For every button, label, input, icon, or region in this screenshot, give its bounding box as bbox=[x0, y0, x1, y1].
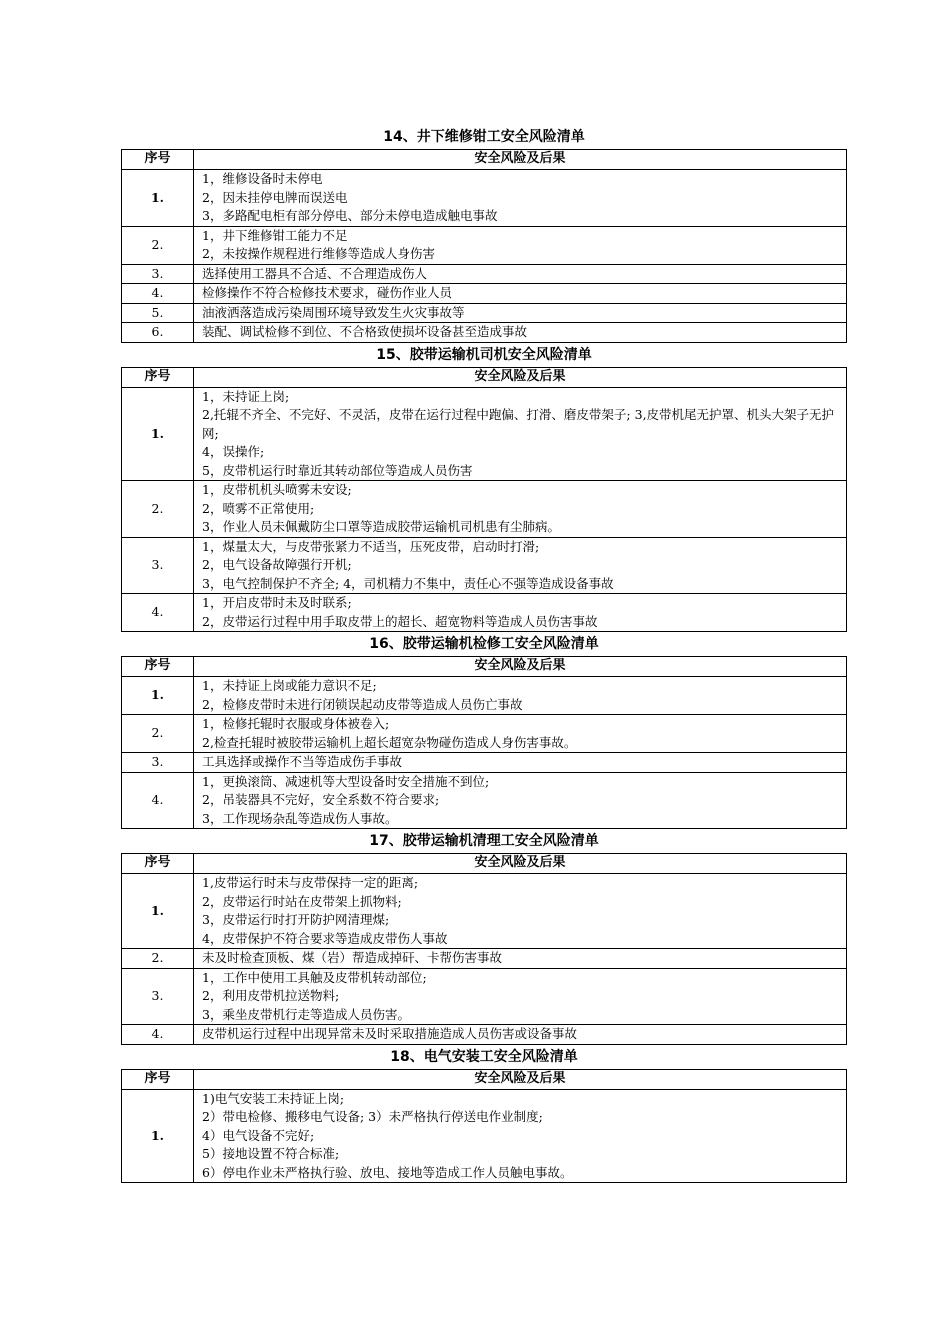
section-title: 18、电气安装工安全风险清单 bbox=[390, 1048, 578, 1065]
row-number: 1. bbox=[122, 677, 194, 715]
risk-line: 2，未按操作规程进行维修等造成人身伤害 bbox=[202, 246, 435, 261]
risk-line: 5）接地设置不符合标准; bbox=[202, 1146, 340, 1161]
risk-description bbox=[194, 949, 847, 969]
risk-line: 皮带机运行过程中出现异常未及时采取措施造成人员伤害或设备事故 bbox=[202, 1026, 578, 1041]
risk-line: 装配、调试检修不到位、不合格致使损坏设备甚至造成事故 bbox=[202, 324, 528, 339]
risk-line: 1，未持证上岗或能力意识不足; bbox=[202, 678, 377, 693]
row-number: 6. bbox=[122, 323, 194, 343]
table-header-row bbox=[122, 1069, 847, 1089]
header-serial-number: 序号 bbox=[122, 657, 194, 677]
table-row bbox=[122, 715, 847, 753]
header-risk-consequence: 安全风险及后果 bbox=[194, 150, 847, 170]
header-serial-number: 序号 bbox=[122, 150, 194, 170]
risk-line: 2，电气设备故障强行开机; bbox=[202, 557, 352, 572]
header-serial-number: 序号 bbox=[122, 1069, 194, 1089]
risk-line: 2）带电检修、搬移电气设备; 3）未严格执行停送电作业制度; bbox=[202, 1109, 543, 1124]
risk-line: 未及时检查顶板、煤（岩）帮造成掉矸、卡帮伤害事故 bbox=[202, 950, 503, 965]
header-serial-number: 序号 bbox=[122, 854, 194, 874]
risk-line: 2,检查托辊时被胶带运输机上超长超宽杂物碰伤造成人身伤害事故。 bbox=[202, 734, 577, 750]
section-title: 16、胶带运输机检修工安全风险清单 bbox=[369, 636, 599, 652]
risk-description bbox=[194, 387, 847, 481]
risk-table bbox=[121, 656, 847, 829]
table-row bbox=[122, 481, 847, 538]
header-serial-number: 序号 bbox=[122, 367, 194, 387]
risk-line: 2，吊装器具不完好，安全系数不符合要求; bbox=[202, 792, 440, 807]
risk-description bbox=[194, 264, 847, 284]
row-number: 4. bbox=[122, 594, 194, 632]
section-title: 17、胶带运输机清理工安全风险清单 bbox=[369, 833, 599, 849]
risk-line: 3，作业人员未佩戴防尘口罩等造成胶带运输机司机患有尘肺病。 bbox=[202, 519, 560, 534]
risk-description bbox=[194, 1089, 847, 1183]
row-number: 1. bbox=[122, 170, 194, 227]
risk-line: 5，皮带机运行时靠近其转动部位等造成人员伤害 bbox=[202, 462, 473, 478]
risk-table bbox=[121, 367, 847, 633]
risk-line: 2，喷雾不正常使用; bbox=[202, 500, 315, 516]
risk-description bbox=[194, 323, 847, 343]
table-row bbox=[122, 594, 847, 632]
table-row bbox=[122, 949, 847, 969]
risk-line: 1,皮带运行时未与皮带保持一定的距离; bbox=[202, 875, 419, 890]
risk-description bbox=[194, 537, 847, 594]
row-number: 2. bbox=[122, 949, 194, 969]
risk-line: 1)电气安装工未持证上岗; bbox=[202, 1090, 345, 1106]
table-row bbox=[122, 284, 847, 304]
row-number: 4. bbox=[122, 1025, 194, 1045]
row-number: 2. bbox=[122, 715, 194, 753]
risk-description bbox=[194, 481, 847, 538]
risk-description bbox=[194, 874, 847, 949]
table-row bbox=[122, 226, 847, 264]
risk-description bbox=[194, 303, 847, 323]
risk-description bbox=[194, 968, 847, 1025]
table-header-row bbox=[122, 854, 847, 874]
risk-description bbox=[194, 226, 847, 264]
risk-description bbox=[194, 753, 847, 773]
header-risk-consequence: 安全风险及后果 bbox=[194, 367, 847, 387]
table-row bbox=[122, 677, 847, 715]
table-row bbox=[122, 968, 847, 1025]
risk-table bbox=[121, 853, 847, 1045]
row-number: 1. bbox=[122, 874, 194, 949]
section-title: 15、胶带运输机司机安全风险清单 bbox=[376, 346, 592, 363]
document-page bbox=[121, 127, 847, 1183]
risk-line: 4，误操作; bbox=[202, 444, 265, 459]
row-number: 5. bbox=[122, 303, 194, 323]
risk-line: 3，工作现场杂乱等造成伤人事故。 bbox=[202, 810, 398, 826]
header-risk-consequence: 安全风险及后果 bbox=[194, 657, 847, 677]
table-row bbox=[122, 170, 847, 227]
risk-line: 2，皮带运行时站在皮带架上抓物料; bbox=[202, 893, 402, 909]
risk-line: 1，煤量太大，与皮带张紧力不适当，压死皮带，启动时打滑; bbox=[202, 538, 540, 554]
section-title: 14、井下维修钳工安全风险清单 bbox=[383, 129, 585, 145]
risk-line: 1，未持证上岗; bbox=[202, 388, 290, 404]
risk-line: 1，井下维修钳工能力不足 bbox=[202, 227, 348, 243]
risk-line: 1，工作中使用工具触及皮带机转动部位; bbox=[202, 969, 427, 985]
table-header-row bbox=[122, 367, 847, 387]
row-number: 2. bbox=[122, 226, 194, 264]
table-row bbox=[122, 1025, 847, 1045]
risk-description bbox=[194, 594, 847, 632]
risk-line: 4，皮带保护不符合要求等造成皮带伤人事故 bbox=[202, 930, 448, 946]
table-row bbox=[122, 537, 847, 594]
header-risk-consequence: 安全风险及后果 bbox=[194, 854, 847, 874]
risk-line: 1，开启皮带时未及时联系; bbox=[202, 595, 352, 610]
header-risk-consequence: 安全风险及后果 bbox=[194, 1069, 847, 1089]
risk-line: 3，电气控制保护不齐全; 4，司机精力不集中，责任心不强等造成设备事故 bbox=[202, 575, 614, 591]
risk-line: 4）电气设备不完好; bbox=[202, 1127, 315, 1143]
risk-description bbox=[194, 677, 847, 715]
risk-line: 2，因未挂停电牌而误送电 bbox=[202, 189, 348, 205]
table-row bbox=[122, 303, 847, 323]
row-number: 1. bbox=[122, 387, 194, 481]
risk-table bbox=[121, 1069, 847, 1184]
risk-table bbox=[121, 149, 847, 343]
risk-line: 2,托辊不齐全、不完好、不灵活，皮带在运行过程中跑偏、打滑、磨皮带架子; 3,皮带机尾无护罩、机头大架子无护网; bbox=[202, 407, 835, 441]
risk-line: 选择使用工器具不合适、不合理造成伤人 bbox=[202, 265, 428, 281]
table-header-row bbox=[122, 657, 847, 677]
table-row bbox=[122, 387, 847, 481]
risk-line: 1，更换滚筒、减速机等大型设备时安全措施不到位; bbox=[202, 773, 490, 789]
risk-line: 3，乘坐皮带机行走等造成人员伤害。 bbox=[202, 1006, 410, 1022]
risk-line: 2，皮带运行过程中用手取皮带上的超长、超宽物料等造成人员伤害事故 bbox=[202, 613, 598, 629]
risk-line: 2，检修皮带时未进行闭锁误起动皮带等造成人员伤亡事故 bbox=[202, 696, 523, 712]
risk-line: 1，皮带机机头喷雾未安设; bbox=[202, 482, 352, 497]
row-number: 3. bbox=[122, 968, 194, 1025]
table-header-row bbox=[122, 150, 847, 170]
row-number: 4. bbox=[122, 772, 194, 829]
row-number: 3. bbox=[122, 537, 194, 594]
row-number: 2. bbox=[122, 481, 194, 538]
table-row bbox=[122, 753, 847, 773]
row-number: 1. bbox=[122, 1089, 194, 1183]
risk-line: 3，多路配电柜有部分停电、部分未停电造成触电事故 bbox=[202, 208, 498, 223]
risk-description bbox=[194, 772, 847, 829]
risk-line: 工具选择或操作不当等造成伤手事故 bbox=[202, 754, 403, 769]
row-number: 3. bbox=[122, 264, 194, 284]
risk-description bbox=[194, 170, 847, 227]
table-row bbox=[122, 1089, 847, 1183]
risk-description bbox=[194, 284, 847, 304]
risk-line: 1，检修托辊时衣服或身体被卷入; bbox=[202, 716, 390, 731]
table-row bbox=[122, 323, 847, 343]
risk-line: 1，维修设备时未停电 bbox=[202, 171, 323, 186]
risk-description bbox=[194, 1025, 847, 1045]
risk-line: 2，利用皮带机拉送物料; bbox=[202, 988, 340, 1003]
risk-line: 油液洒落造成污染周围环境导致发生火灾事故等 bbox=[202, 304, 465, 320]
row-number: 4. bbox=[122, 284, 194, 304]
table-row bbox=[122, 874, 847, 949]
table-row bbox=[122, 772, 847, 829]
risk-line: 3，皮带运行时打开防护网清理煤; bbox=[202, 912, 390, 927]
risk-line: 6）停电作业未严格执行验、放电、接地等造成工作人员触电事故。 bbox=[202, 1164, 573, 1180]
row-number: 3. bbox=[122, 753, 194, 773]
table-row bbox=[122, 264, 847, 284]
risk-description bbox=[194, 715, 847, 753]
risk-line: 检修操作不符合检修技术要求，碰伤作业人员 bbox=[202, 285, 453, 300]
